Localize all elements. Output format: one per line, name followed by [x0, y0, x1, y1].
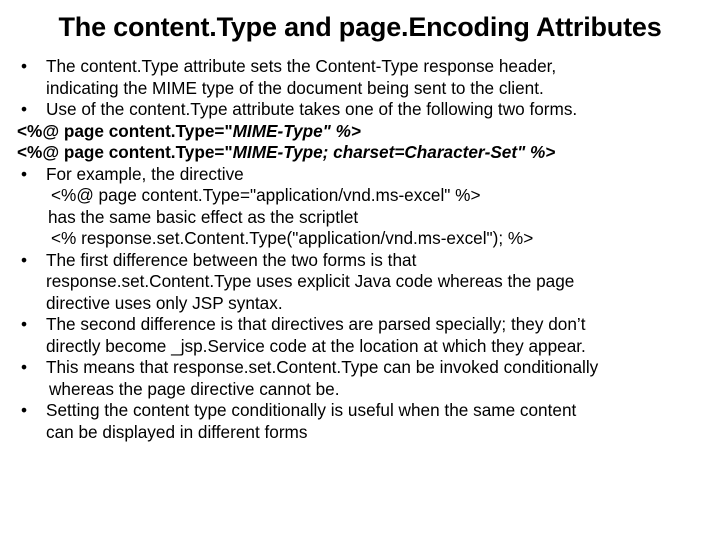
code-italic: MIME-Type; charset=Character-Set" %> [232, 142, 556, 162]
line-text: <%@ page content.Type="application/vnd.ms-excel" %> [51, 185, 481, 205]
code-prefix: <%@ page content.Type=" [17, 142, 233, 162]
bullet-dot: • [21, 163, 28, 184]
line-text: indicating the MIME type of the document being sent to the client. [46, 77, 544, 98]
code-form-line [17, 142, 707, 164]
bullet-line [17, 357, 707, 379]
line-text: can be displayed in different forms [46, 421, 308, 442]
code-form-line [17, 121, 707, 143]
continuation-line [17, 293, 707, 315]
line-text: has the same basic effect as the scriptlet [48, 206, 359, 227]
line-text: whereas the page directive cannot be. [49, 378, 340, 399]
line-text: directly become _jsp.Service code at the location at which they appear. [46, 335, 586, 356]
bullet-line [17, 164, 707, 186]
example-line [17, 207, 707, 229]
bullet-dot: • [21, 249, 28, 270]
bullet-line [17, 56, 707, 78]
slide-body [17, 56, 707, 443]
continuation-line [17, 271, 707, 293]
continuation-line [17, 379, 707, 401]
line-text: response.set.Content.Type uses explicit Java code whereas the page [46, 271, 575, 291]
example-line [17, 228, 707, 250]
line-text: The second difference is that directives are parsed specially; they don’t [46, 314, 586, 334]
line-text: directive uses only JSP syntax. [46, 292, 283, 313]
continuation-line [17, 422, 707, 444]
code-italic: MIME-Type" %> [232, 120, 361, 141]
code-prefix: <%@ page content.Type=" [17, 120, 233, 141]
line-text: Use of the content.Type attribute takes one of the following two forms. [46, 99, 578, 119]
line-text: The content.Type attribute sets the Content-Type response header, [46, 56, 557, 76]
line-text: For example, the directive [46, 163, 244, 184]
slide-title: The content.Type and page.Encoding Attributes [58, 12, 662, 42]
line-text: The first difference between the two forms is that [46, 249, 417, 270]
line-text: This means that response.set.Content.Type can be invoked conditionally [46, 357, 599, 377]
line-text: <% response.set.Content.Type("application/vnd.ms-excel"); %> [51, 228, 534, 248]
continuation-line [17, 78, 707, 100]
continuation-line [17, 336, 707, 358]
bullet-line [17, 99, 707, 121]
bullet-line [17, 250, 707, 272]
bullet-dot: • [21, 400, 28, 420]
example-line [17, 185, 707, 207]
bullet-dot: • [21, 357, 28, 377]
bullet-dot: • [21, 56, 28, 76]
bullet-line [17, 314, 707, 336]
bullet-dot: • [21, 99, 28, 119]
bullet-dot: • [21, 314, 28, 334]
line-text: Setting the content type conditionally is useful when the same content [46, 400, 577, 420]
bullet-line [17, 400, 707, 422]
